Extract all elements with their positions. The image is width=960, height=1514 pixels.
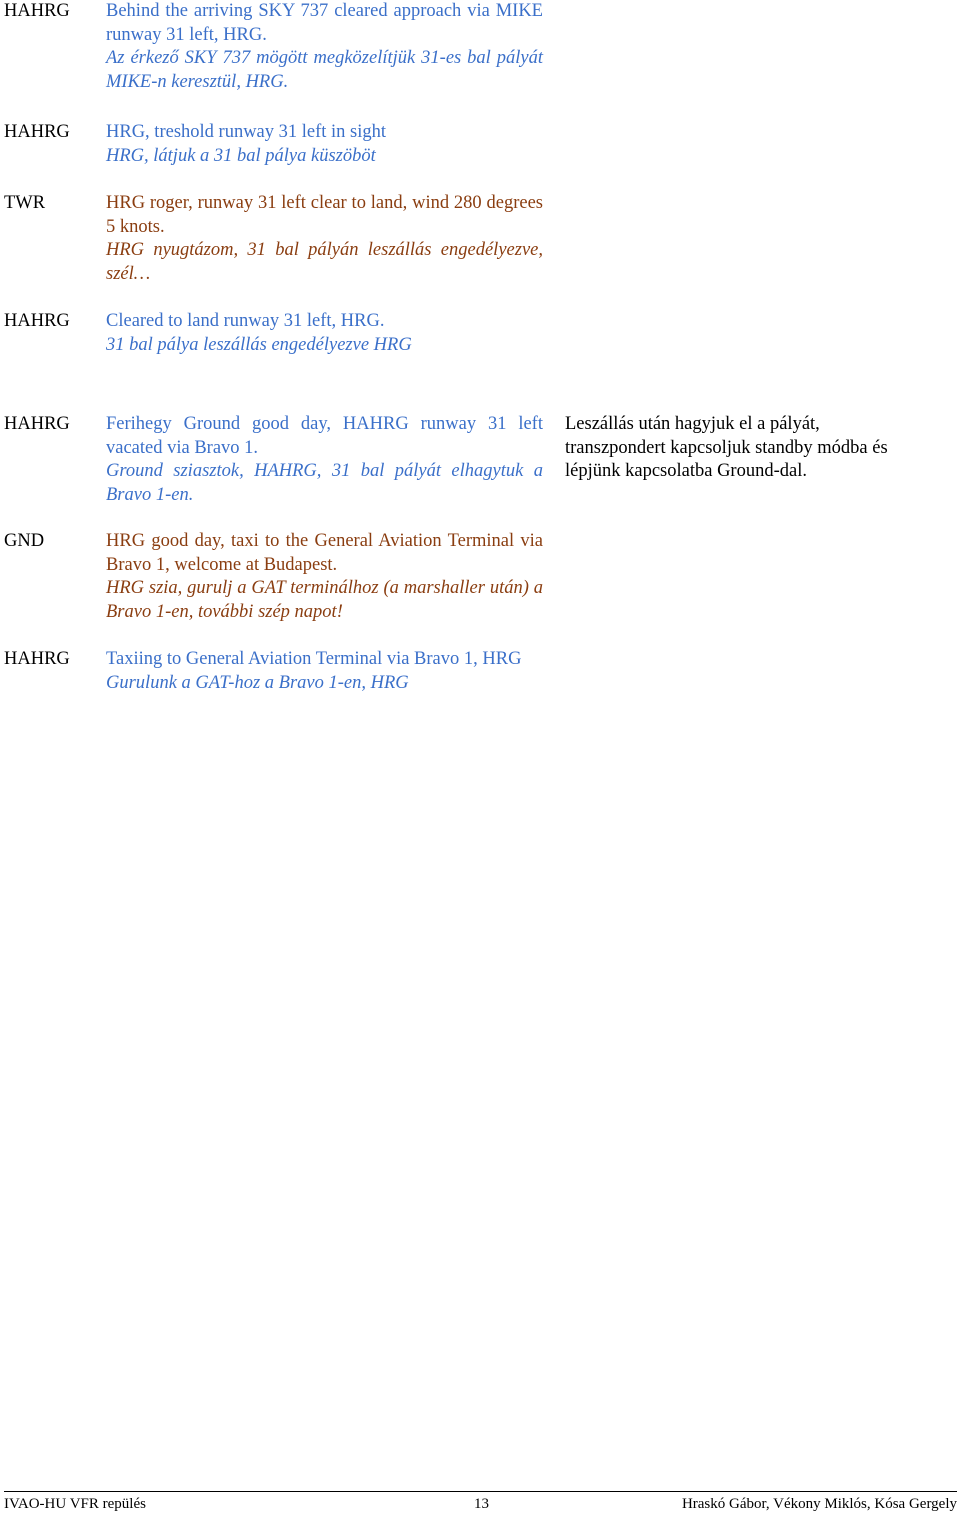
message-english: Behind the arriving SKY 737 cleared approach via MIKE runway 31 left, HRG.: [106, 1, 543, 45]
message: [106, 310, 543, 357]
message: [106, 413, 543, 507]
message-english: Taxiing to General Aviation Terminal via Bravo 1, HRG: [106, 649, 522, 669]
message-hungarian: HRG szia, gurulj a GAT terminálhoz (a marshaller után) a Bravo 1-en, további szép napot!: [106, 578, 543, 622]
speaker-label: HAHRG: [4, 414, 70, 434]
message: [106, 192, 543, 286]
footer-authors: Hraskó Gábor, Vékony Miklós, Kósa Gergely: [681, 1496, 957, 1512]
procedure-note: Leszállás után hagyjuk el a pályát, transzpondert kapcsoljuk standby módba és lépjünk kapcsolatba Ground-dal.: [565, 414, 888, 481]
page-number: 13: [474, 1496, 489, 1512]
page-footer: [4, 1491, 957, 1512]
message-english: HRG roger, runway 31 left clear to land, wind 280 degrees 5 knots.: [106, 193, 543, 237]
message-hungarian: HRG, látjuk a 31 bal pálya küszöböt: [106, 145, 376, 166]
message-english: Ferihegy Ground good day, HAHRG runway 31 left vacated via Bravo 1.: [106, 414, 543, 458]
message: [106, 0, 543, 94]
message: [106, 121, 543, 168]
message-hungarian: Az érkező SKY 737 mögött megközelítjük 31-es bal pályát MIKE-n keresztül, HRG.: [106, 48, 543, 92]
speaker-label: TWR: [4, 193, 46, 213]
message-english: HRG good day, taxi to the General Aviation Terminal via Bravo 1, welcome at Budapest.: [106, 531, 543, 575]
message: [106, 648, 543, 695]
speaker-label: GND: [4, 531, 45, 551]
speaker-label: HAHRG: [4, 311, 70, 331]
speaker-label: HAHRG: [4, 1, 70, 21]
speaker-label: HAHRG: [4, 649, 70, 669]
message-english: Cleared to land runway 31 left, HRG.: [106, 311, 385, 331]
message-hungarian: Ground sziasztok, HAHRG, 31 bal pályát elhagytuk a Bravo 1-en.: [106, 461, 543, 505]
message-hungarian: Gurulunk a GAT-hoz a Bravo 1-en, HRG: [106, 672, 409, 693]
message-hungarian: HRG nyugtázom, 31 bal pályán leszállás engedélyezve, szél…: [106, 240, 543, 284]
message-hungarian: 31 bal pálya leszállás engedélyezve HRG: [106, 334, 412, 355]
message-english: HRG, treshold runway 31 left in sight: [106, 122, 387, 142]
message: [106, 530, 543, 624]
footer-title: IVAO-HU VFR repülés: [4, 1496, 146, 1512]
speaker-label: HAHRG: [4, 122, 70, 142]
